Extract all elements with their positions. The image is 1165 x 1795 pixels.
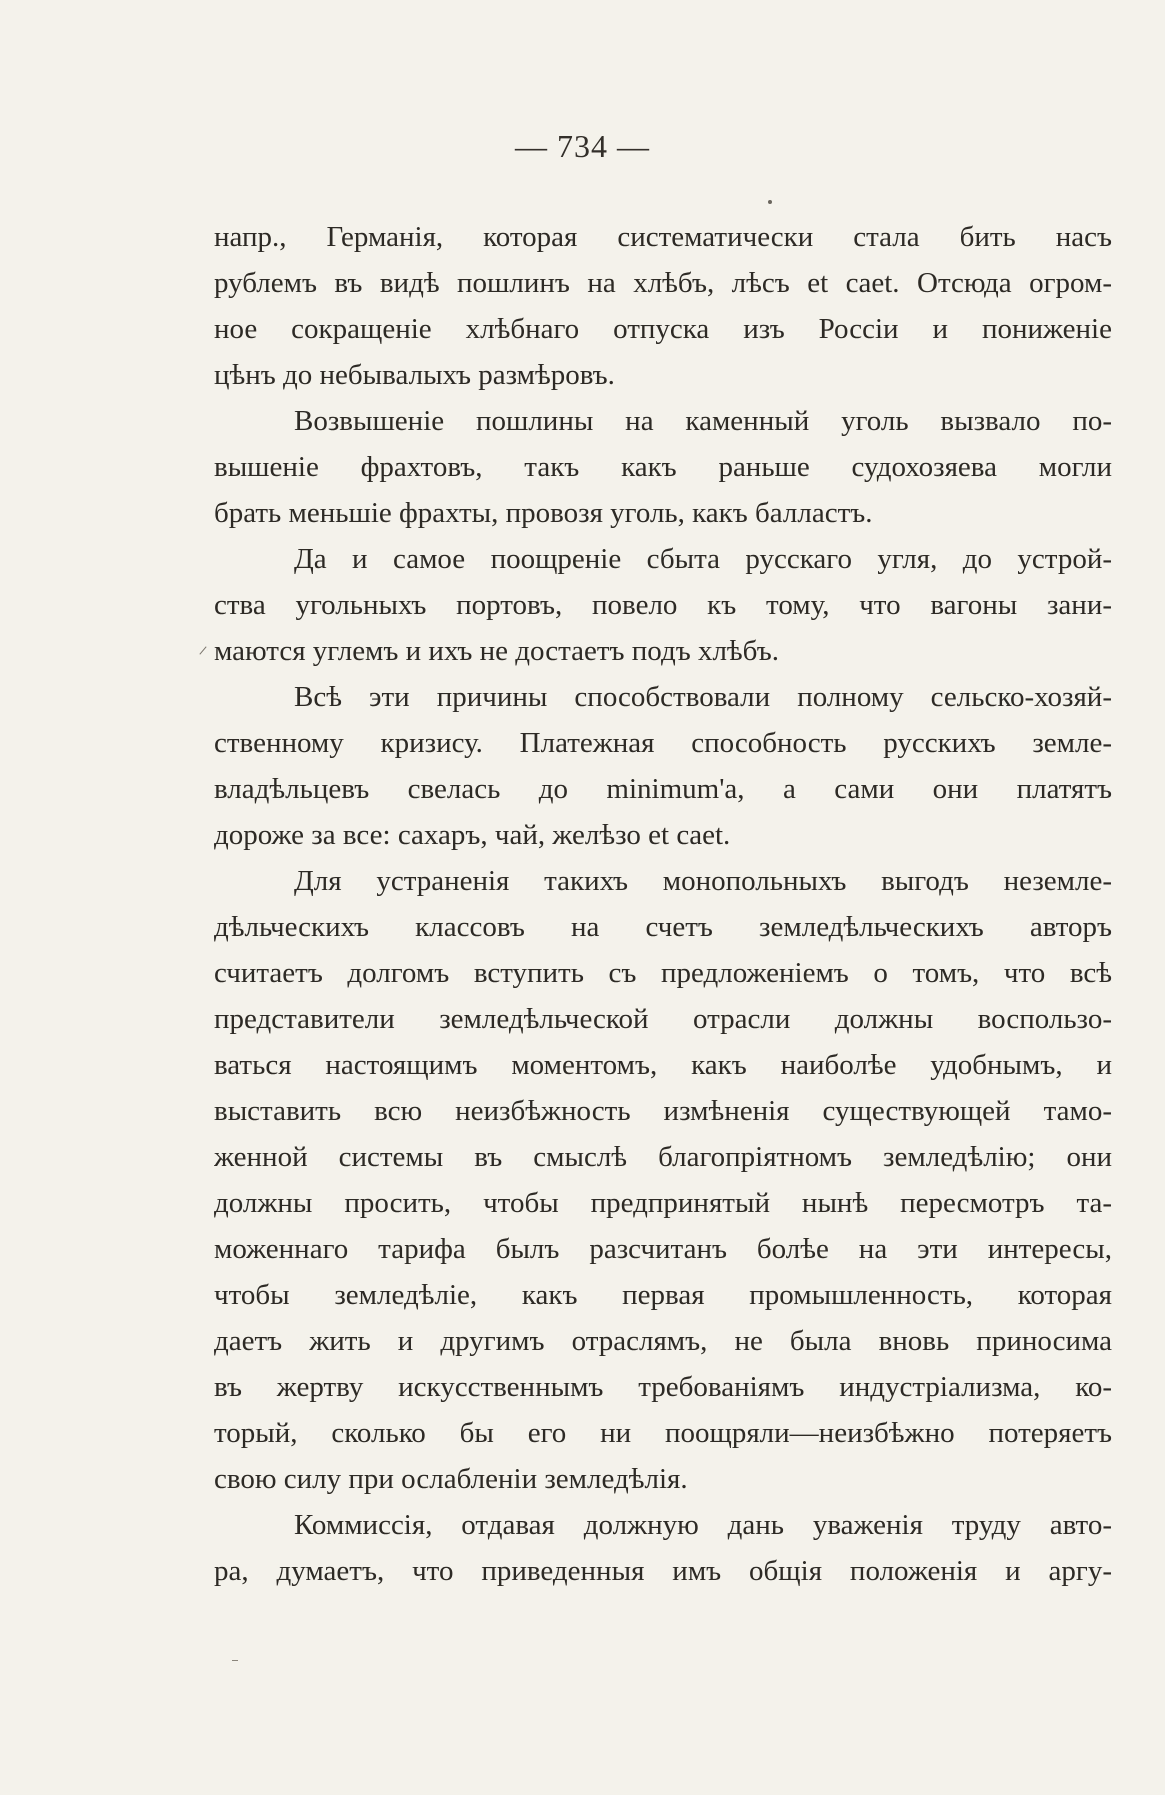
text-line: дороже за все: сахаръ, чай, желѣзо et caet.: [214, 819, 731, 851]
text-line: вышеніе фрахтовъ, такъ какъ раньше судохозяева могли: [214, 451, 1112, 483]
text-line: торый, сколько бы его ни поощряли—неизбѣжно потеряетъ: [214, 1417, 1112, 1449]
text-line: чтобы земледѣліе, какъ первая промышленность, которая: [214, 1279, 1112, 1311]
text-line: маются углемъ и ихъ не достаетъ подъ хлѣбъ.: [214, 635, 779, 667]
text-line: представители земледѣльческой отрасли должны воспользо-: [214, 1003, 1112, 1035]
text-line: даетъ жить и другимъ отраслямъ, не была вновь приносима: [214, 1325, 1112, 1357]
print-speck-bottom: [232, 1660, 238, 1661]
text-line: ственному кризису. Платежная способность русскихъ земле-: [214, 727, 1112, 759]
text-line: цѣнъ до небывалыхъ размѣровъ.: [214, 359, 615, 391]
margin-mark: [199, 646, 206, 654]
text-line: дѣльческихъ классовъ на счетъ земледѣльческихъ авторъ: [214, 911, 1112, 943]
print-speck: [768, 200, 772, 204]
text-line: ваться настоящимъ моментомъ, какъ наиболѣе удобнымъ, и: [214, 1049, 1112, 1081]
text-line: выставить всю неизбѣжность измѣненія существующей тамо-: [214, 1095, 1112, 1127]
text-line: ства угольныхъ портовъ, повело къ тому, что вагоны зани-: [214, 589, 1112, 621]
text-line: моженнаго тарифа былъ разсчитанъ болѣе на эти интересы,: [214, 1233, 1112, 1265]
text-line: Всѣ эти причины способствовали полному сельско-хозяй-: [294, 681, 1112, 713]
text-line: Возвышеніе пошлины на каменный уголь вызвало по-: [294, 405, 1112, 437]
text-line: въ жертву искусственнымъ требованіямъ индустріализма, ко-: [214, 1371, 1112, 1403]
text-line: брать меньшіе фрахты, провозя уголь, какъ балластъ.: [214, 497, 873, 529]
text-line: женной системы въ смыслѣ благопріятномъ земледѣлію; они: [214, 1141, 1112, 1173]
text-line: должны просить, чтобы предпринятый нынѣ пересмотръ та-: [214, 1187, 1112, 1219]
text-line: свою силу при ослабленіи земледѣлія.: [214, 1463, 688, 1495]
text-line: напр., Германія, которая систематически стала бить насъ: [214, 221, 1112, 253]
text-line: Коммиссія, отдавая должную дань уваженія труду авто-: [294, 1509, 1112, 1541]
page-number-header: — 734 —: [515, 128, 650, 164]
body-text: [214, 214, 1112, 1594]
text-line: считаетъ долгомъ вступить съ предложеніемъ о томъ, что всѣ: [214, 957, 1112, 989]
text-line: Для устраненія такихъ монопольныхъ выгодъ неземле-: [294, 865, 1112, 897]
text-line: рублемъ въ видѣ пошлинъ на хлѣбъ, лѣсъ et caet. Отсюда огром-: [214, 267, 1112, 299]
text-line: владѣльцевъ свелась до minimum'a, а сами они платятъ: [214, 773, 1112, 805]
text-line: ное сокращеніе хлѣбнаго отпуска изъ Россіи и пониженіе: [214, 313, 1112, 345]
text-line: ра, думаетъ, что приведенныя имъ общія положенія и аргу-: [214, 1555, 1112, 1587]
text-line: Да и самое поощреніе сбыта русскаго угля, до устрой-: [294, 543, 1112, 575]
